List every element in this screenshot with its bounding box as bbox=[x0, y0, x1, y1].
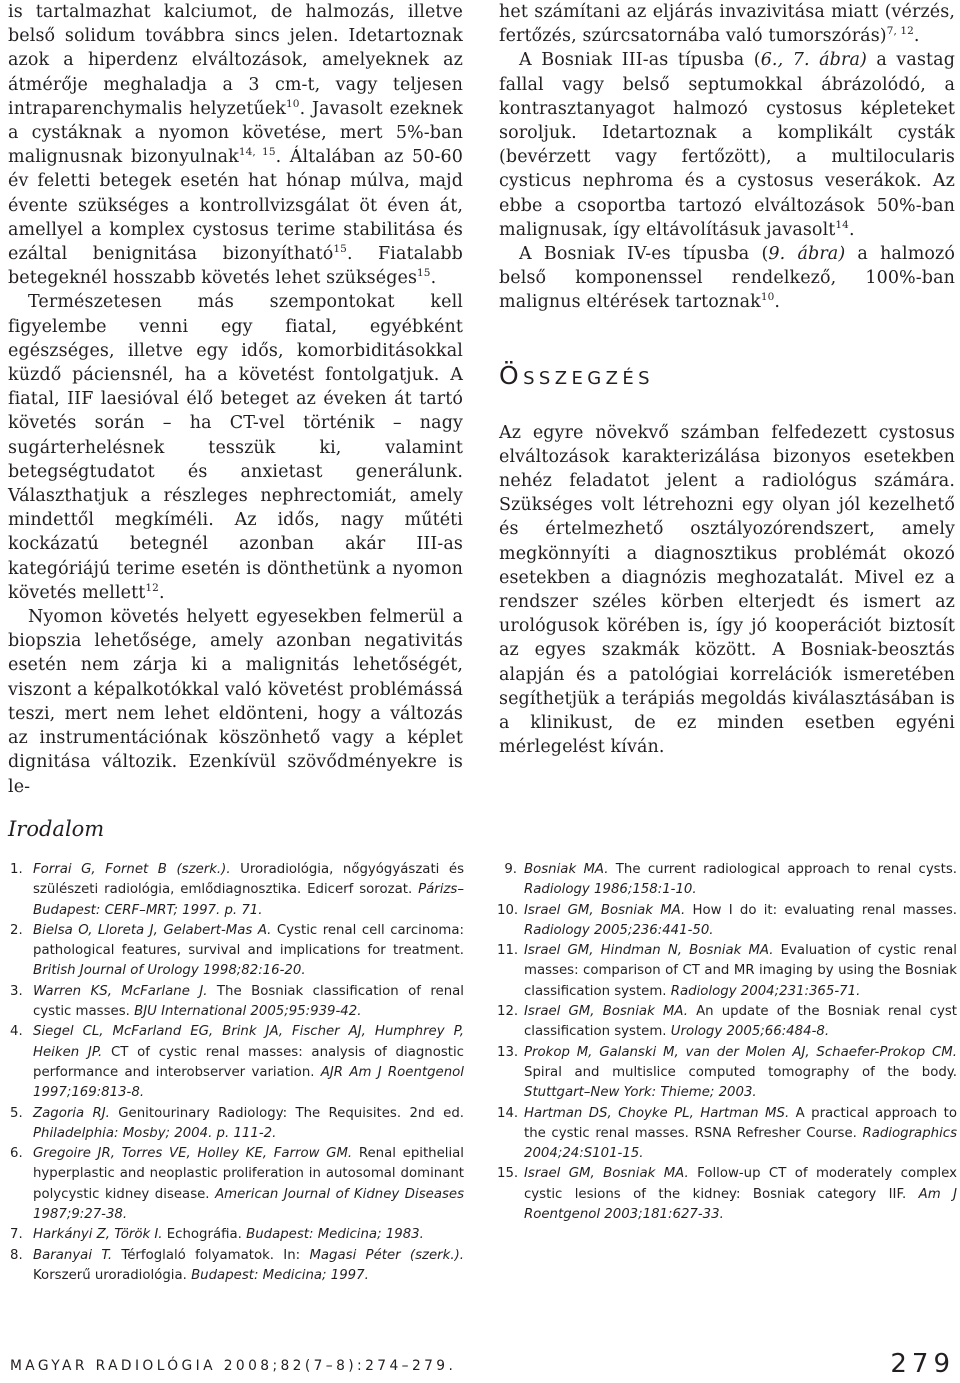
text-run: a halmozó belső komponenssel rendelkező, 100%-ban malignus eltérések tartoznak bbox=[499, 244, 955, 313]
text-run: . bbox=[913, 26, 920, 47]
reference-authors: Prokop M, Galanski M, van der Molen AJ, Schaefer-Prokop CM. bbox=[524, 1044, 957, 1060]
references-heading: Irodalom bbox=[8, 817, 105, 841]
section-heading: Összegzés bbox=[499, 360, 654, 390]
reference-source: Philadelphia: Mosby; 2004. p. 111-2. bbox=[33, 1125, 277, 1141]
text-run: . bbox=[848, 219, 855, 240]
paragraph bbox=[8, 605, 463, 799]
reference-authors: Israel GM, Hindman N, Bosniak MA. bbox=[524, 943, 774, 959]
reference-source: Radiology 2005;236:441-50. bbox=[524, 922, 714, 938]
reference-source: British Journal of Urology 1998;82:16-20. bbox=[33, 963, 306, 979]
paragraph bbox=[499, 0, 955, 48]
text-run: Természetesen más szempontokat kell figyelembe venni egy fiatal, egyébként egészséges, illetve egy idős, komorbiditásokkal küzdő páciensnél, ha a követést fontolgatjuk. A fiatal, IIF laesióval élő beteget az éveken át tartó követés során – ha CT-vel történik – nagy sugárterhelésnek tesszük ki, valamint betegségtudatot és anxietast generálunk. Választhatjuk a részleges nephrectomiát, amely mindettől megkíméli. Az idős, nagy műtéti kockázatú betegnél azonban akár III-as kategóriájú terime esetén is dönthetünk a nyomon követés mellett bbox=[8, 292, 463, 603]
reference-number: 13. bbox=[497, 1044, 519, 1060]
reference-number: 8. bbox=[10, 1247, 23, 1263]
text-run: . Általában az 50-60 év feletti betegek esetén hat hónap múlva, majd évente szükséges a kontrollvizsgálat öt éven át, amellyel a komplex cystosus terime stabilitása és ezáltal benignitása bizonyítható bbox=[8, 147, 463, 265]
reference-authors: Israel GM, Bosniak MA. bbox=[524, 1004, 688, 1020]
reference-number: 6. bbox=[10, 1146, 23, 1162]
figure-reference: 9. ábra) bbox=[768, 244, 846, 265]
text-run: . Javasolt ezeknek a cystáknak a nyomon követése, mert 5%-ban malignusnak bizonyulnak bbox=[8, 98, 464, 168]
summary-paragraph: Az egyre növekvő számban felfedezett cystosus elváltozások karakterizálása bizonyos esetekben nehéz feladatot jelent a radiológus számára. Szükséges volt létrehozni egy olyan jól kezelhető és értelmezhető osztályozórendszert, amely megkönnyíti a diagnosztikus problémát okozó esetekben a diagnózis meghozatalát. Mivel ez a rendszer széles körben elterjedt és ismert az urológusok körében is, így jó kooperációt biztosít az egyes szakmák között. A Bosniak-beosztás alapján és a patológiai korrelációk ismeretében segíthetjük a terápiás megoldás kiválasztásában is a klinikust, de ez minden esetben egyéni mérlegelést kíván. bbox=[499, 422, 955, 758]
citation-superscript: 10 bbox=[760, 291, 775, 304]
reference-title: Korszerű uroradiológia. bbox=[33, 1267, 192, 1283]
reference-source: Budapest: Medicina; 1997. bbox=[191, 1267, 369, 1283]
text-run: . bbox=[158, 582, 165, 603]
reference-item bbox=[497, 901, 957, 942]
citation-superscript: 15 bbox=[333, 243, 347, 256]
citation-superscript: 14 bbox=[835, 218, 849, 231]
reference-source: Radiology 1986;158:1-10. bbox=[524, 882, 697, 898]
reference-title: Térfoglaló folyamatok. In: bbox=[112, 1247, 310, 1263]
reference-item bbox=[10, 1144, 464, 1225]
text-run: is tartalmazhat kalciumot, de halmozás, illetve belső solidum továbbra sincs jelen. Idetartoznak azok a hiperdenz elváltozások, amelyeknek az átmérője meghaladja a 3 cm-t, vagy teljesen intraparenchymalis helyzetűek bbox=[8, 2, 463, 119]
paragraph bbox=[8, 0, 463, 290]
reference-number: 1. bbox=[10, 862, 23, 877]
citation-superscript: 15 bbox=[417, 267, 431, 280]
reference-source: Stuttgart–New York: Thieme; 2003. bbox=[524, 1085, 757, 1101]
reference-source: BJU International 2005;95:939-42. bbox=[134, 1004, 362, 1020]
reference-source: Urology 2005;66:484-8. bbox=[670, 1024, 830, 1040]
reference-authors: Gregoire JR, Torres VE, Holley KE, Farrow GM. bbox=[33, 1146, 353, 1162]
reference-item bbox=[497, 1164, 957, 1225]
text-run: het számítani az eljárás invazivitása miatt (vérzés, fertőzés, szúrcsatornába való tumorszórás) bbox=[499, 2, 955, 47]
reference-number: 2. bbox=[10, 922, 23, 938]
reference-title: An update of the Bosniak renal cyst classification system. bbox=[524, 1004, 957, 1040]
reference-item bbox=[10, 982, 464, 1023]
citation-superscript: 12 bbox=[145, 581, 159, 594]
reference-item bbox=[497, 860, 957, 901]
reference-source: Am J Roentgenol 2003;181:627-33. bbox=[524, 1186, 957, 1223]
reference-number: 4. bbox=[10, 1024, 23, 1040]
reference-item bbox=[497, 941, 957, 1002]
paragraph bbox=[499, 48, 955, 242]
reference-authors: Warren KS, McFarlane J. bbox=[33, 983, 208, 999]
reference-title: Cystic renal cell carcinoma: pathological features, survival and implications for treatment. bbox=[33, 922, 464, 959]
reference-item bbox=[10, 1022, 464, 1103]
journal-citation-text: MAGYAR RADIOLÓGIA 2008;82(7–8):274–279. bbox=[10, 1358, 457, 1374]
reference-title: The current radiological approach to renal cysts. bbox=[608, 862, 957, 877]
text-run: A Bosniak IV-es típusba ( bbox=[519, 244, 769, 265]
reference-number: 10. bbox=[497, 902, 519, 918]
journal-citation bbox=[10, 1358, 456, 1374]
citation-superscript: 10 bbox=[286, 97, 300, 110]
reference-authors: Bosniak MA. bbox=[524, 862, 609, 877]
reference-title: Spiral and multislice computed tomography of the body. bbox=[524, 1064, 957, 1080]
text-run: . bbox=[774, 292, 781, 313]
reference-title: Genitourinary Radiology: The Requisites. 2nd ed. bbox=[109, 1105, 464, 1121]
paragraph bbox=[499, 242, 955, 315]
reference-source: Párizs–Budapest: CERF–MRT; 1997. p. 71. bbox=[33, 882, 464, 918]
reference-number: 14. bbox=[497, 1105, 519, 1121]
text-run: . Fiatalabb betegeknél hosszabb követés lehet szükséges bbox=[8, 244, 463, 289]
reference-title: How I do it: evaluating renal masses. bbox=[685, 902, 957, 918]
right-column bbox=[499, 0, 955, 759]
reference-source: Budapest: Medicina; 1983. bbox=[246, 1227, 424, 1243]
reference-source: American Journal of Kidney Diseases 1987;9:27-38. bbox=[33, 1186, 465, 1223]
reference-authors: Forrai G, Fornet B (szerk.). bbox=[33, 862, 231, 877]
reference-authors: Hartman DS, Choyke PL, Hartman MS. bbox=[524, 1105, 790, 1121]
reference-title: The Bosniak classification of renal cystic masses. bbox=[33, 983, 465, 1020]
text-run: Nyomon követés helyett egyesekben felmerül a biopszia lehetősége, amely azonban negativitás esetén nem zárja ki a malignitás lehetőségét, viszont a képalkotókkal való követést problémássá teszi, mert nem lehet eldönteni, hogy a változás az instrumentációnak köszönhető vagy a képlet dignitása változik. Ezenkívül szövődményekre is le- bbox=[8, 607, 463, 797]
reference-title: Follow-up CT of moderately complex cystic lesions of the kidney: Bosniak category IIF. bbox=[524, 1166, 957, 1202]
page-number: 279 bbox=[890, 1349, 955, 1379]
reference-item bbox=[10, 921, 464, 982]
reference-item bbox=[497, 1104, 957, 1165]
reference-authors: Bielsa O, Lloreta J, Gelabert-Mas A. bbox=[33, 922, 272, 938]
reference-item bbox=[497, 1043, 957, 1104]
reference-title: A practical approach to the cystic renal masses. RSNA Refresher Course. bbox=[524, 1105, 957, 1141]
reference-item bbox=[10, 860, 464, 921]
reference-source: Radiology 2004;231:365-71. bbox=[670, 983, 861, 999]
reference-title: CT of cystic renal masses: analysis of diagnostic performance and interobserver variation. bbox=[33, 1044, 464, 1080]
reference-title: Echográfia. bbox=[162, 1227, 247, 1243]
reference-title: Evaluation of cystic renal masses: comparison of CT and MR imaging by using the Bosniak classification system. bbox=[524, 943, 958, 999]
reference-authors: Baranyai T. bbox=[33, 1247, 113, 1263]
reference-source: Radiographics 2004;24:S101-15. bbox=[524, 1125, 957, 1162]
reference-number: 5. bbox=[10, 1105, 23, 1121]
reference-item bbox=[10, 1225, 464, 1245]
reference-number: 7. bbox=[10, 1227, 23, 1243]
figure-reference: 6., 7. ábra) bbox=[760, 50, 867, 71]
reference-number: 9. bbox=[504, 862, 517, 877]
reference-number: 3. bbox=[10, 983, 23, 999]
reference-list-right bbox=[497, 860, 957, 1225]
citation-superscript: 7, 12 bbox=[886, 25, 914, 38]
paragraph bbox=[8, 290, 463, 605]
reference-source: AJR Am J Roentgenol 1997;169:813-8. bbox=[33, 1064, 464, 1101]
reference-item bbox=[497, 1002, 957, 1043]
text-run: a vastag fallal vagy belső septumokkal ábrázolódó, a kontrasztanyagot halmozó cystosus képleteket soroljuk. Idetartoznak a komplikált cysták (bevérzett vagy fertőzött), a multilocularis cysticus nephroma és a cystosus veserákok. Az ebbe a csoportba tartozó elváltozások 50%-ban malignusak, így eltávolításuk javasolt bbox=[499, 50, 955, 240]
reference-item bbox=[10, 1246, 464, 1287]
reference-number: 12. bbox=[497, 1004, 519, 1020]
reference-list-left bbox=[10, 860, 464, 1286]
reference-authors: Zagoria RJ. bbox=[33, 1105, 110, 1121]
reference-title: Uroradiológia, nőgyógyászati és szülészeti radiológia, emlődiagnosztika. Edicerf sorozat. bbox=[33, 862, 465, 898]
citation-superscript: 14, 15 bbox=[238, 146, 276, 159]
reference-authors: Siegel CL, McFarland EG, Brink JA, Fischer AJ, Humphrey P, Heiken JP. bbox=[33, 1024, 464, 1060]
left-column bbox=[8, 0, 463, 799]
reference-authors: Israel GM, Bosniak MA. bbox=[524, 1166, 689, 1182]
reference-number: 11. bbox=[497, 943, 519, 959]
text-run: . bbox=[430, 268, 437, 289]
text-run: A Bosniak III-as típusba ( bbox=[519, 50, 761, 71]
reference-authors: Harkányi Z, Török I. bbox=[33, 1227, 163, 1243]
reference-item bbox=[10, 1104, 464, 1145]
reference-authors: Israel GM, Bosniak MA. bbox=[524, 902, 686, 918]
reference-source: Magasi Péter (szerk.). bbox=[309, 1247, 464, 1263]
reference-title: Renal epithelial hyperplastic and neoplastic proliferation in autosomal dominant polycystic kidney disease. bbox=[33, 1146, 465, 1202]
reference-number: 15. bbox=[497, 1166, 519, 1182]
